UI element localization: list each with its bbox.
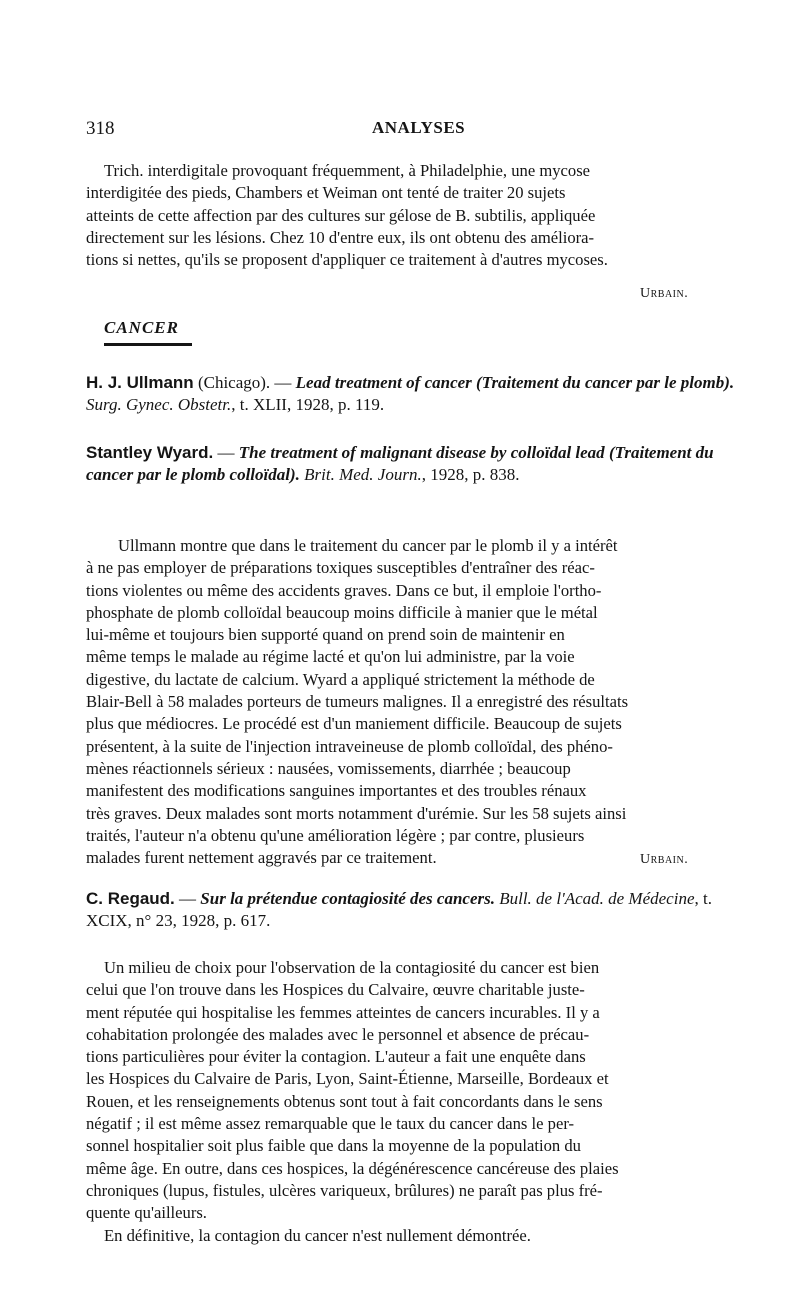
text-line: même âge. En outre, dans ces hospices, la dégénérescence cancéreuse des plaies	[86, 1158, 619, 1178]
text-line: tions particulières pour éviter la contagion. L'auteur a fait une enquête dans	[86, 1047, 586, 1067]
dash: —	[179, 889, 197, 908]
dash: —	[217, 443, 235, 462]
text-line: cohabitation prolongée des malades avec le personnel et absence de précau-	[86, 1024, 590, 1044]
text-line: plus que médiocres. Le procédé est d'un maniement difficile. Beaucoup de sujets	[86, 714, 622, 734]
text-line: mènes réactionnels sérieux : nausées, vomissements, diarrhée ; beaucoup	[86, 758, 571, 778]
author: C. Regaud.	[86, 889, 175, 908]
text-line: phosphate de plomb colloïdal beaucoup moins difficile à manier que le métal	[86, 602, 598, 622]
section-divider	[104, 343, 192, 346]
article-title: Sur la prétendue contagiosité des cancers.	[200, 889, 495, 908]
text-line: négatif ; il est même assez remarquable que le taux du cancer dans le per-	[86, 1114, 575, 1134]
reference-wyard	[86, 442, 758, 486]
text-line: atteints de cette affection par des cultures sur gélose de B. subtilis, appliquée	[86, 205, 596, 225]
text-line: traités, l'auteur n'a obtenu qu'une amélioration légère ; par contre, plusieurs	[86, 825, 585, 845]
text-line: quente qu'ailleurs.	[86, 1203, 207, 1223]
article-title: The treatment of malignant disease by colloïdal lead	[238, 443, 605, 462]
text-line: sonnel hospitalier soit plus faible que dans la moyenne de la population du	[86, 1136, 581, 1156]
text-line: Trich. interdigitale provoquant fréquemment, à Philadelphie, une mycose	[104, 161, 591, 180]
article-title-fr: (Traitement du cancer par le plomb colloïdal).	[86, 443, 714, 484]
journal: Bull. de l'Acad. de Médecine	[499, 889, 695, 908]
signature: Urbain.	[640, 852, 689, 867]
text-line: malades furent nettement aggravés par ce traitement.	[86, 848, 437, 868]
affiliation: (Chicago). —	[197, 373, 292, 392]
article-title-fr: (Traitement du cancer par le plomb).	[476, 373, 735, 392]
text-line: Un milieu de choix pour l'observation de la contagiosité du cancer est bien	[104, 958, 600, 977]
text-line: manifestent des modifications sanguines importantes et des troubles rénaux	[86, 781, 587, 801]
reference-regaud	[86, 888, 758, 932]
intro-paragraph	[86, 160, 758, 271]
journal: Surg. Gynec. Obstetr.	[86, 395, 232, 414]
text-line: lui-même et toujours bien supporté quand on prend soin de maintenir en	[86, 625, 565, 645]
citation: , t. XCIX, n° 23, 1928, p. 617.	[86, 889, 712, 930]
text-line: à ne pas employer de préparations toxiques susceptibles d'entraîner des réac-	[86, 558, 595, 578]
text-line: les Hospices du Calvaire de Paris, Lyon, Saint-Étienne, Marseille, Bordeaux et	[86, 1069, 609, 1089]
conclusion-line: En définitive, la contagion du cancer n'est nullement démontrée.	[104, 1225, 531, 1245]
page-header	[86, 118, 758, 144]
article-title: Lead treatment of cancer	[295, 373, 472, 392]
signature: Urbain.	[640, 286, 689, 301]
text-line: Blair-Bell à 58 malades porteurs de tumeurs malignes. Il a enregistré des résultats	[86, 692, 629, 712]
text-line: digestive, du lactate de calcium. Wyard a appliqué strictement la méthode de	[86, 669, 595, 689]
text-line: tions violentes ou même des accidents graves. Dans ce but, il emploie l'ortho-	[86, 580, 602, 600]
page-number: 318	[86, 118, 115, 139]
abstract-ullmann-wyard	[86, 535, 758, 869]
text-line: ment réputée qui hospitalise les femmes atteintes de cancers incurables. Il y a	[86, 1002, 600, 1022]
text-line: même temps le malade au régime lacté et qu'on lui administre, par la voie	[86, 647, 575, 667]
abstract-regaud	[86, 957, 758, 1247]
text-line: présentent, à la suite de l'injection intraveineuse de plomb colloïdal, des phéno-	[86, 736, 613, 756]
text-line: tions si nettes, qu'ils se proposent d'appliquer ce traitement à d'autres mycoses.	[86, 250, 608, 270]
reference-ullmann	[86, 372, 758, 416]
text-line: Rouen, et les renseignements obtenus sont tout à fait concordants dans le sens	[86, 1091, 603, 1111]
citation: , 1928, p. 838.	[421, 465, 520, 484]
text-line: celui que l'on trouve dans les Hospices du Calvaire, œuvre charitable juste-	[86, 980, 585, 1000]
author: Stantley Wyard.	[86, 443, 214, 462]
running-title: ANALYSES	[372, 118, 466, 137]
text-line: directement sur les lésions. Chez 10 d'entre eux, ils ont obtenu des améliora-	[86, 227, 595, 247]
text-line: interdigitée des pieds, Chambers et Weiman ont tenté de traiter 20 sujets	[86, 183, 566, 203]
journal: Brit. Med. Journ.	[304, 465, 422, 484]
text-line: chroniques (lupus, fistules, ulcères variqueux, brûlures) ne paraît pas plus fré-	[86, 1180, 603, 1200]
text-line: très graves. Deux malades sont morts notamment d'urémie. Sur les 58 sujets ainsi	[86, 803, 627, 823]
author: H. J. Ullmann	[86, 373, 194, 392]
section-heading: CANCER	[104, 318, 179, 337]
citation: , t. XLII, 1928, p. 119.	[231, 395, 385, 414]
text-line: Ullmann montre que dans le traitement du cancer par le plomb il y a intérêt	[118, 536, 618, 555]
